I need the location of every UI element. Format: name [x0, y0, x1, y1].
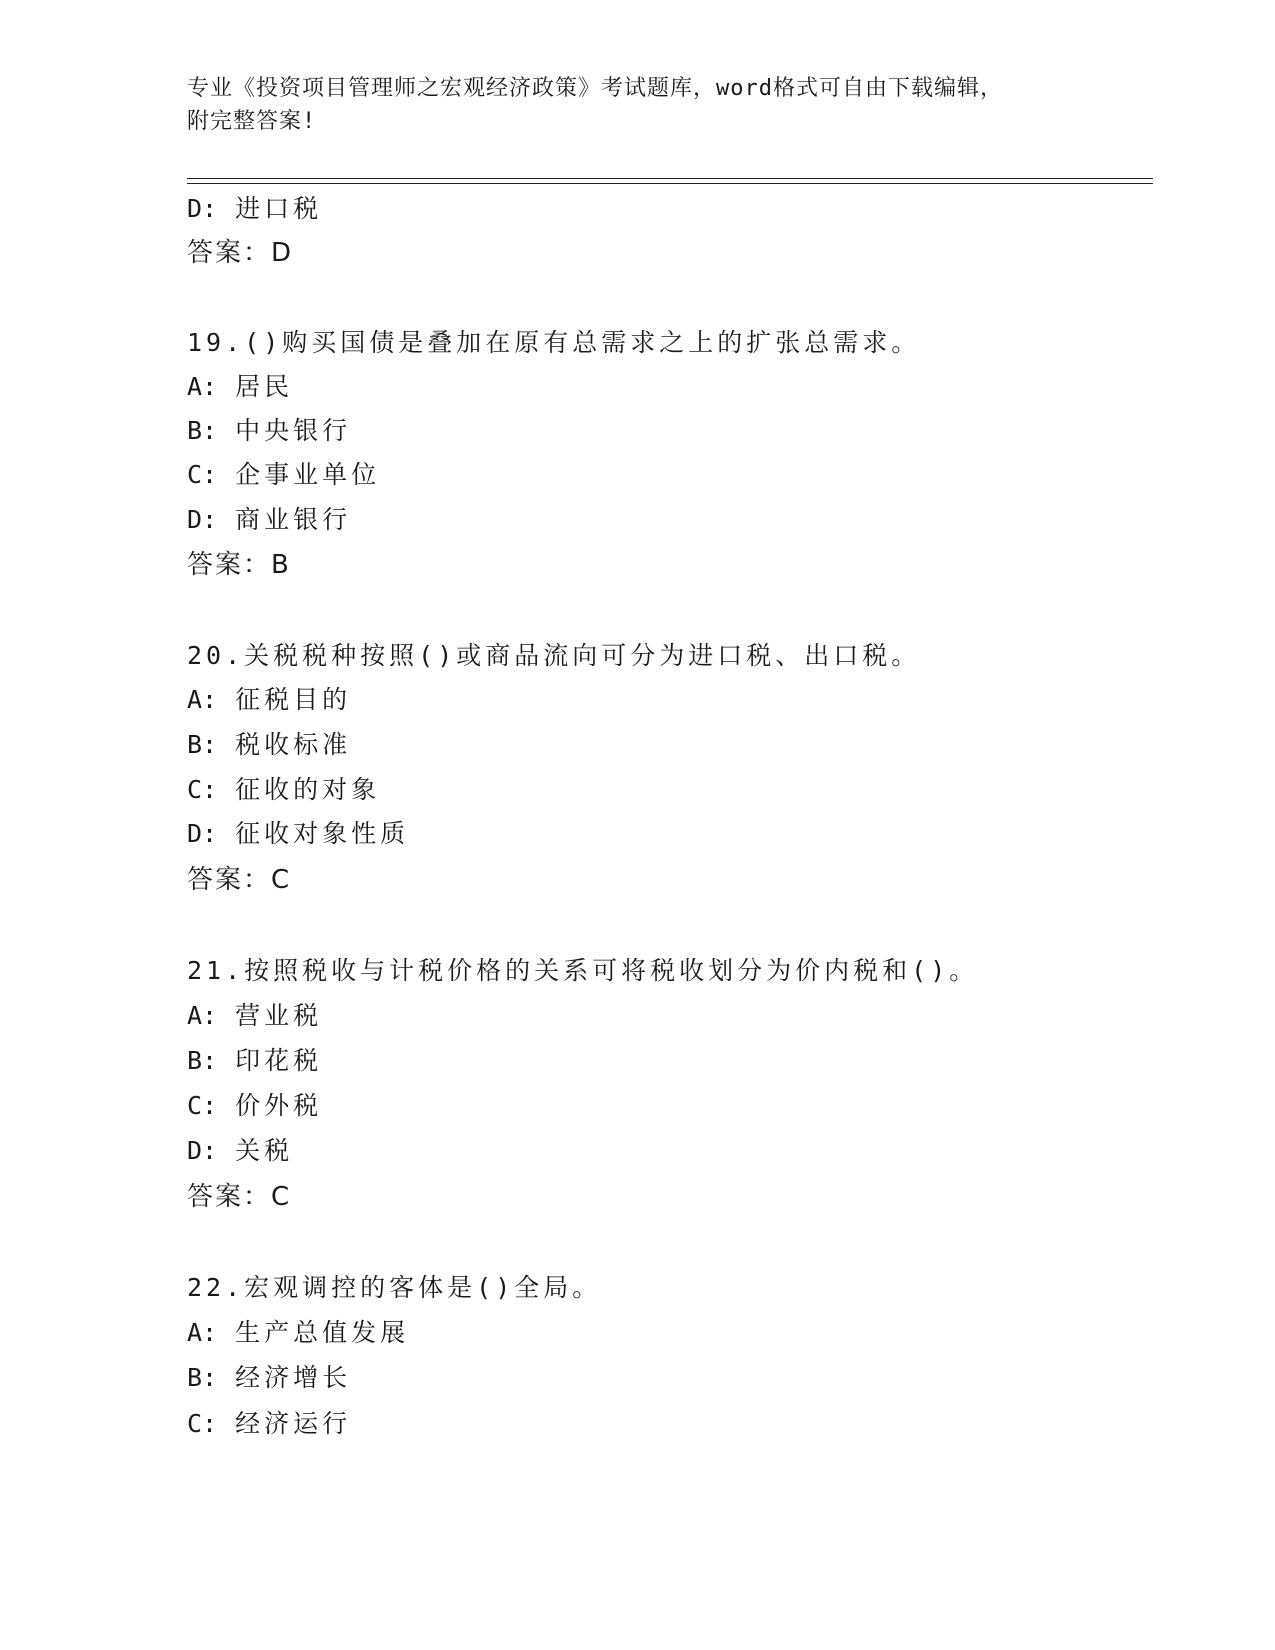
option-text: 关税 — [235, 1136, 294, 1165]
answer-line: 答案：D — [187, 238, 294, 268]
option-d — [187, 504, 351, 536]
option-label: A: — [187, 372, 218, 401]
option-d — [187, 1135, 293, 1167]
option-b — [187, 1362, 351, 1394]
header-line-1: 专业《投资项目管理师之宏观经济政策》考试题库，word格式可自由下载编辑， — [187, 76, 1003, 101]
option-label: C: — [187, 775, 218, 804]
option-label: D: — [187, 1136, 218, 1165]
option-c — [187, 1408, 351, 1440]
option-text: 中央银行 — [235, 416, 352, 445]
option-label: A: — [187, 1318, 218, 1347]
option-text: 印花税 — [235, 1046, 323, 1075]
option-c — [187, 774, 380, 806]
option-text: 税收标准 — [235, 730, 352, 759]
option-text: 居民 — [235, 372, 294, 401]
question-stem: 19.()购买国债是叠加在原有总需求之上的扩张总需求。 — [187, 328, 921, 357]
option-text: 企事业单位 — [235, 460, 381, 489]
header-divider-bottom — [187, 183, 1153, 184]
option-label: C: — [187, 460, 218, 489]
option-text: 征收对象性质 — [235, 819, 410, 848]
answer-line: 答案：C — [187, 865, 292, 895]
option-text: 征税目的 — [235, 685, 352, 714]
option-text: 价外税 — [235, 1091, 323, 1120]
option-text: 营业税 — [235, 1001, 323, 1030]
option-label: D: — [187, 505, 218, 534]
option-label: D: — [187, 194, 218, 223]
option-a — [187, 1317, 409, 1349]
header-divider-top — [187, 178, 1153, 179]
option-text: 经济运行 — [235, 1409, 352, 1438]
option-a — [187, 1000, 322, 1032]
option-d — [187, 193, 322, 225]
option-label: B: — [187, 1046, 218, 1075]
option-label: B: — [187, 1363, 218, 1392]
option-c — [187, 459, 380, 491]
option-label: B: — [187, 416, 218, 445]
option-a — [187, 684, 351, 716]
header-line-2: 附完整答案! — [187, 109, 317, 134]
option-text: 征收的对象 — [235, 775, 381, 804]
option-c — [187, 1090, 322, 1122]
option-d — [187, 818, 409, 850]
option-label: A: — [187, 1001, 218, 1030]
option-label: D: — [187, 819, 218, 848]
question-stem: 20.关税税种按照()或商品流向可分为进口税、出口税。 — [187, 641, 921, 670]
option-label: B: — [187, 730, 218, 759]
option-b — [187, 415, 351, 447]
answer-line: 答案：C — [187, 1182, 292, 1212]
option-text: 生产总值发展 — [235, 1318, 410, 1347]
answer-line: 答案：B — [187, 550, 291, 580]
option-b — [187, 1045, 322, 1077]
option-text: 经济增长 — [235, 1363, 352, 1392]
option-a — [187, 371, 293, 403]
option-label: C: — [187, 1091, 218, 1120]
option-label: A: — [187, 685, 218, 714]
option-text: 商业银行 — [235, 505, 352, 534]
option-text: 进口税 — [235, 194, 323, 223]
document-header — [187, 72, 1087, 138]
question-stem: 22.宏观调控的客体是()全局。 — [187, 1273, 602, 1302]
question-stem: 21.按照税收与计税价格的关系可将税收划分为价内税和()。 — [187, 956, 979, 985]
option-label: C: — [187, 1409, 218, 1438]
option-b — [187, 729, 351, 761]
